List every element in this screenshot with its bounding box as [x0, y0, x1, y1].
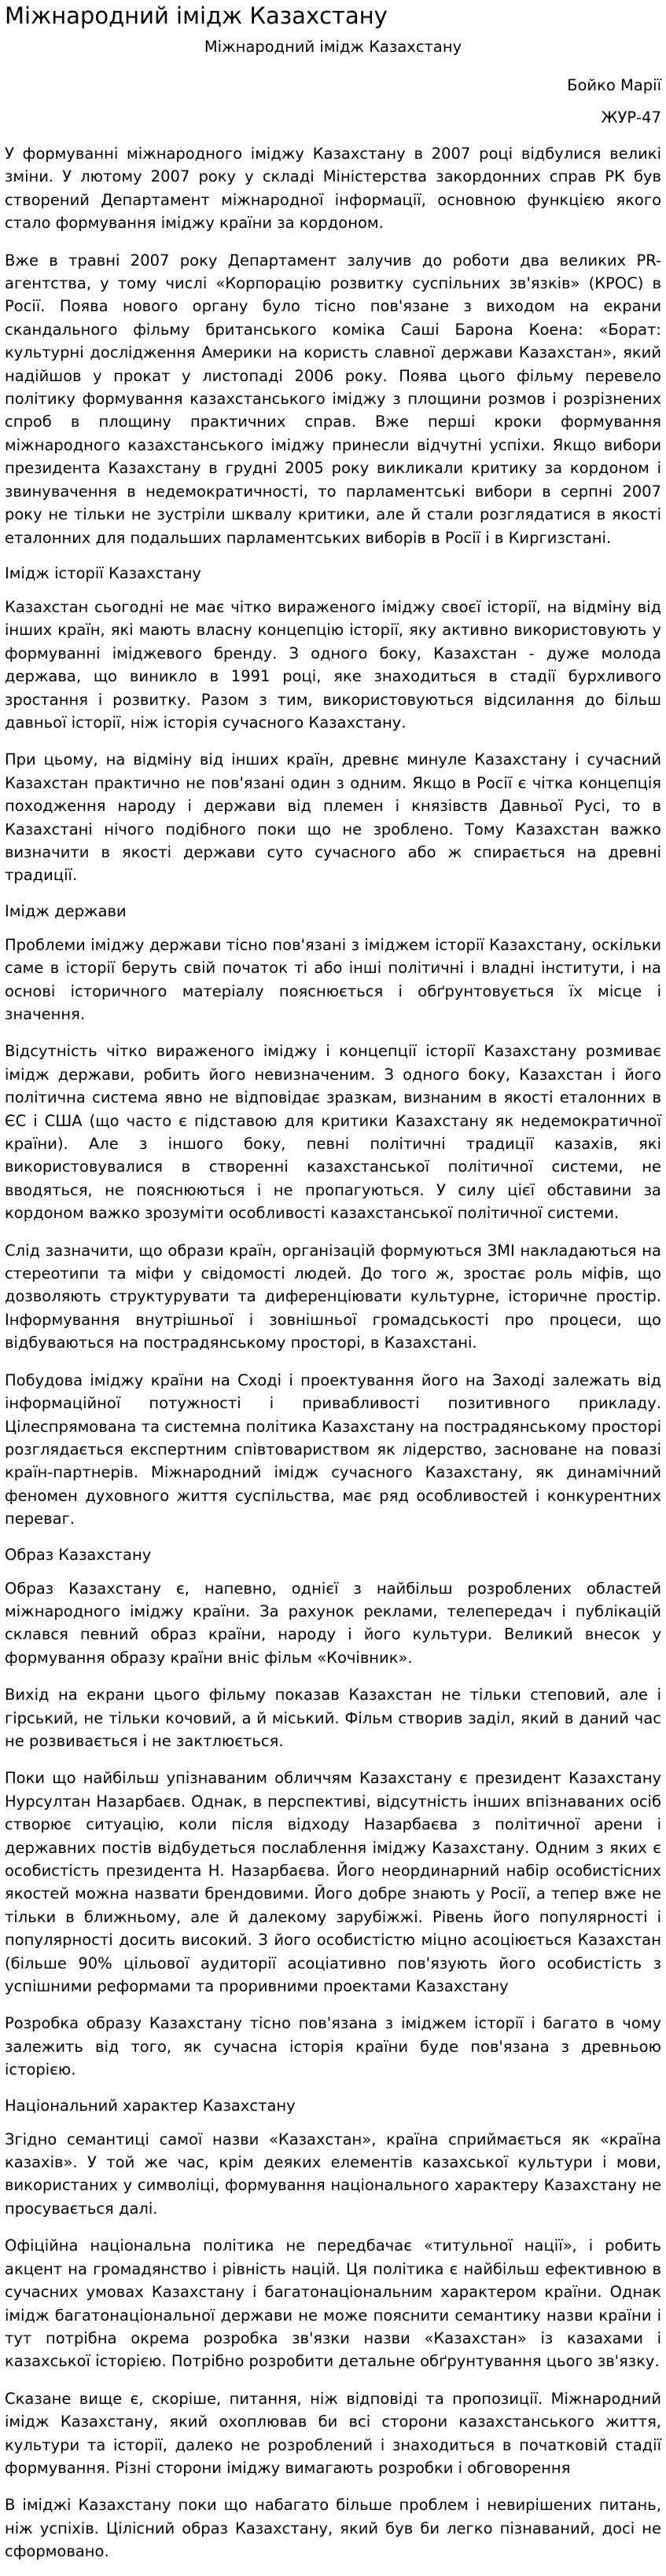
section-heading: Національний характер Казахстану	[5, 2096, 296, 2115]
section-heading: Образ Казахстану	[5, 1545, 152, 1564]
section-state	[5, 900, 661, 1531]
intro-section	[5, 142, 661, 549]
intro-paragraph: Вже в травні 2007 року Департамент залучив до роботи два великих PR-агентства, у тому числі «Корпорацію розвитку суспільних зв'язків» (КРОС) в Росії. Поява нового органу було тісно пов'язане з виходом на екрани скандального фільму британського коміка Саші Барона Коена: «Борат: культурні дослідження Америки на користь славної держави Казахстан», який надійшов у прокат у листопаді 2006 року. Поява цього фільму перевело політику формування казахстанського іміджу з площини розмов і розрізнених спроб в площину практичних справ. Вже перші кроки формування міжнародного казахстанського іміджу принесли відчутні успіхи. Якщо вибори президента Казахстану в грудні 2005 року викликали критику за кордоном і звинувачення в недемократичності, то парламентські вибори в серпні 2007 року не тільки не зустріли шквалу критики, але й стали розглядатися в якості еталонних для подальших парламентських виборів в Росії і в Киргизстані.	[5, 251, 661, 547]
section-image	[5, 1543, 661, 2082]
section-history	[5, 562, 661, 887]
section-paragraph: Згідно семантиці самої назви «Казахстан», країна сприймається як «країна казахів». У той же час, крім деяких елементів казахської культури і мови, використаних у символіці, формування національного характеру Казахстану не просувається далі.	[5, 2130, 661, 2218]
section-paragraph: Сказане вище є, скоріше, питання, ніж відповіді та пропозиції. Міжнародний імідж Казахстану, який охоплював би всі сторони казахстанського життя, культури та історії, далеко не розроблений і знаходиться в початковій стадії формування. Різні сторони іміджу вимагають розробки і обговорення	[5, 2389, 661, 2477]
section-paragraph: Проблеми іміджу держави тісно пов'язані з іміджем історії Казахстану, оскільки саме в історії беруть свій початок ті або інші політичні і владні інститути, і на основі історичного матеріалу пояснюється і обґрунтовується їх місце і значення.	[5, 935, 661, 1023]
section-paragraph: В іміджі Казахстану поки що набагато більше проблем і невирішених питань, ніж успіхів. Цілісний образ Казахстану, який був би легко пізнаваний, досі не сформовано.	[5, 2496, 661, 2561]
section-paragraph: Образ Казахстану є, напевно, однієї з найбільш розроблених областей міжнародного іміджу країни. За рахунок реклами, телепередач і публікацій склався певний образ країни, народу і його культури. Великий внесок у формування образу країни вніс фільм «Кочівник».	[5, 1579, 661, 1667]
section-heading: Імідж історії Казахстану	[5, 563, 201, 582]
section-paragraph: Вихід на екрани цього фільму показав Казахстан не тільки степовий, але і гірський, не тільки кочовий, а й міський. Фільм створив заділ, який в даний час не розвивається і не зактлюється.	[5, 1686, 661, 1750]
section-heading: Імідж держави	[5, 901, 127, 920]
section-paragraph: Офіційна національна політика не передбачає «титульної нації», і робить акцент на громадянство і рівність націй. Ця політика є найбільш ефективною в сучасних умовах Казахстану і багатонаціональним характером країни. Однак імідж багатонаціональної держави не може пояснити семантику назви країни і тут потрібна окрема розробка зв'язки назви «Казахстан» із казахами і казахської історією. Потрібно розробити детальне обґрунтування цього зв'язку.	[5, 2237, 661, 2371]
intro-paragraph: У формуванні міжнародного іміджу Казахстану в 2007 році відбулися великі зміни. У лютому 2007 року у складі Міністерства закордонних справ РК був створений Департамент міжнародної інформації, основною функцією якого стало формування іміджу країни за кордоном.	[5, 145, 661, 233]
section-paragraph: Слід зазначити, що образи країн, організацій формуються ЗМІ накладаються на стереотипи та міфи у свідомості людей. До того ж, зростає роль міфів, що дозволяють структурувати та диференціювати культурне, історичне простір. Інформування внутрішньої і зовнішньої громадськості про процеси, що відбуваються на пострадянському просторі, в Казахстані.	[5, 1241, 661, 1352]
document-subtitle: Міжнародний імідж Казахстану	[204, 38, 462, 56]
author-name: Бойко Марії	[567, 76, 661, 94]
section-national-character	[5, 2094, 661, 2563]
section-paragraph: Побудова іміджу країни на Сході і проектування його на Заході залежать від інформаційної потужності і привабливості позитивного прикладу. Цілеспрямована та системна політика Казахстану на пострадянському просторі розглядається експертним співтовариством як лідерство, засноване на повазі країн-партнерів. Міжнародний імідж сучасного Казахстану, як динамічний феномен духовного життя суспільства, має ряд особливостей і конкурентних переваг.	[5, 1371, 661, 1528]
section-paragraph: Розробка образу Казахстану тісно пов'язана з іміджем історії і багато в чому залежить від того, як сучасна історія країни буде пов'язана з древньою історією.	[5, 2014, 661, 2079]
section-paragraph: При цьому, на відміну від інших країн, древнє минуле Казахстану і сучасний Казахстан практично не пов'язані один з одним. Якщо в Росії є чітка концепція походження народу і держави від племен і князівств Давньої Русі, то в Казахстані нічого подібного поки що не зроблено. Тому Казахстан важко визначити в якості держави суто сучасного або ж спирається на древні традиції.	[5, 750, 661, 885]
section-paragraph: Відсутність чітко вираженого іміджу і концепції історії Казахстану розмиває імідж держави, робить його невизначеним. З одного боку, Казахстан і його політична система явно не відповідає зразкам, визнаним в якості еталонних в ЄС і США (що часто є підставою для критики Казахстану як недемократичної країни). Але з іншого боку, певні політичні традиції казахів, які використовувалися в створенні казахстанської політичної системи, не вводяться, не пояснюються і не пропагуються. У силу цієї обставини за кордоном важко зрозуміти особливості казахстанської політичної системи.	[5, 1042, 661, 1223]
document-title: Міжнародний імідж Казахстану	[5, 2, 388, 29]
section-paragraph: Поки що найбільш упізнаваним обличчям Казахстану є президент Казахстану Нурсултан Назарбаєв. Однак, в перспективі, відсутність інших впізнаваних осіб створює ситуацію, коли після відходу Назарбаєва з політичної арени і державних постів відбудеться послаблення іміджу Казахстану. Одним з яких є особистість президента Н. Назарбаєва. Його неординарний набір особистісних якостей можна назвати брендовими. Його добре знають у Росії, а тепер вже не тільки в ближньому, але й далекому зарубіжжі. Рівень його популярності і популярності досить високий. З його особистістю міцно асоціюється Казахстан (більше 90% цільової аудиторії асоціативно пов'язують його особистість з успішними реформами та проривними проектами Казахстану	[5, 1769, 661, 1996]
section-paragraph: Казахстан сьогодні не має чітко вираженого іміджу своєї історії, на відміну від інших країн, які мають власну концепцію історії, яку активно використовують у формуванні іміджевого бренду. З одного боку, Казахстан - дуже молода держава, що виникло в 1991 році, яке знаходиться в стадії бурхливого зростання і розвитку. Разом з тим, використовуються відсилання до більш давньої історії, ніж історія сучасного Казахстану.	[5, 597, 661, 732]
group-code: ЖУР-47	[601, 108, 661, 127]
